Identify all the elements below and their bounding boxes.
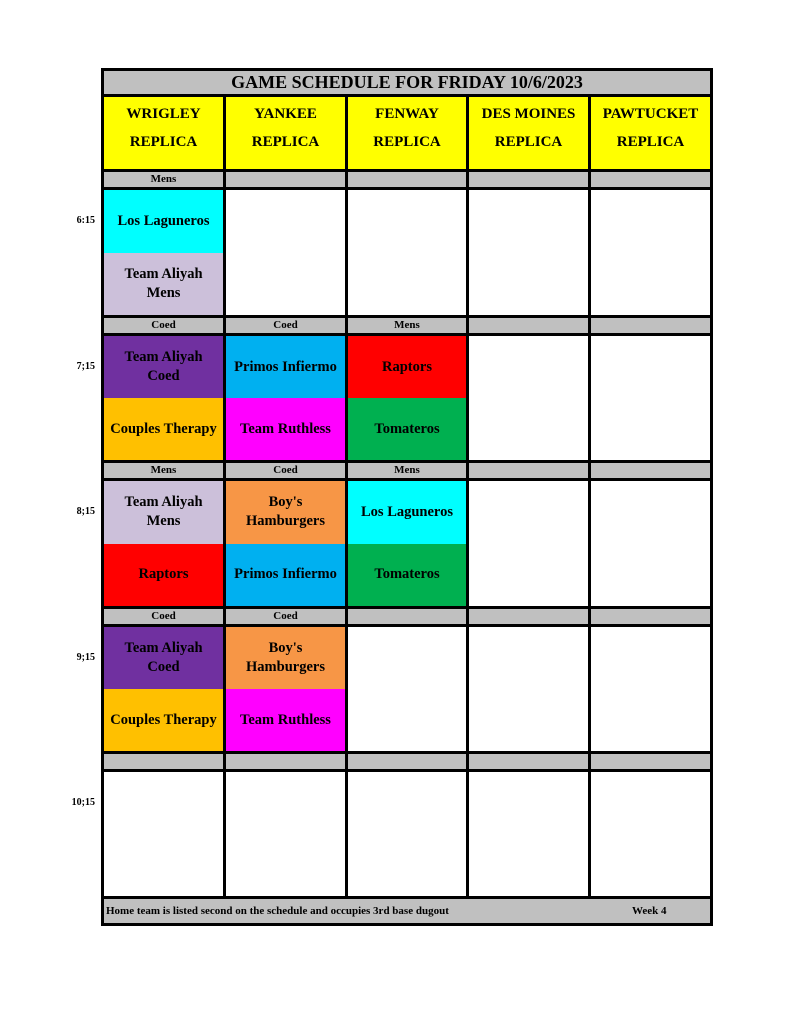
- time-label: 8;15: [76, 506, 95, 517]
- division-label: [591, 172, 710, 187]
- away-team: Team Aliyah Mens: [104, 481, 223, 544]
- field-subtitle: REPLICA: [129, 134, 198, 150]
- away-team: Primos Infiermo: [226, 336, 345, 398]
- field-subtitle: REPLICA: [251, 134, 320, 150]
- division-label: [348, 609, 466, 624]
- schedule-title: GAME SCHEDULE FOR FRIDAY 10/6/2023: [104, 71, 710, 94]
- empty-game-slot: [469, 190, 588, 315]
- game-slot: [104, 336, 223, 460]
- field-header-des-moines: [469, 97, 588, 169]
- away-team: Raptors: [348, 336, 466, 398]
- empty-game-slot: [348, 772, 466, 896]
- empty-game-slot: [469, 481, 588, 606]
- division-label: [104, 754, 223, 769]
- game-slot: [348, 336, 466, 460]
- field-header-fenway: [348, 97, 466, 169]
- away-team: Los Laguneros: [104, 190, 223, 253]
- empty-game-slot: [591, 336, 710, 460]
- home-team: Tomateros: [348, 544, 466, 607]
- empty-game-slot: [469, 336, 588, 460]
- division-label: Mens: [104, 463, 223, 478]
- time-label: 10;15: [71, 797, 95, 808]
- time-label: 6:15: [76, 215, 95, 226]
- game-slot: [348, 481, 466, 606]
- home-team: Team Ruthless: [226, 689, 345, 751]
- division-label: Mens: [104, 172, 223, 187]
- home-team: Raptors: [104, 544, 223, 607]
- game-slot: [226, 336, 345, 460]
- home-team: Primos Infiermo: [226, 544, 345, 607]
- division-label: Coed: [226, 609, 345, 624]
- division-label: [469, 609, 588, 624]
- empty-game-slot: [104, 772, 223, 896]
- division-label: [469, 754, 588, 769]
- home-team: Tomateros: [348, 398, 466, 460]
- empty-game-slot: [226, 772, 345, 896]
- division-label: Mens: [348, 318, 466, 333]
- schedule-table: [101, 68, 713, 926]
- time-label: 9;15: [76, 652, 95, 663]
- division-label: [591, 318, 710, 333]
- empty-game-slot: [226, 190, 345, 315]
- empty-game-slot: [469, 627, 588, 751]
- division-label: Coed: [104, 318, 223, 333]
- empty-game-slot: [348, 627, 466, 751]
- home-team: Team Aliyah Mens: [104, 253, 223, 316]
- field-name: WRIGLEY: [126, 106, 201, 122]
- away-team: Boy's Hamburgers: [226, 481, 345, 544]
- time-label: 7;15: [76, 361, 95, 372]
- division-label: Mens: [348, 463, 466, 478]
- game-slot: [226, 627, 345, 751]
- division-label: [348, 172, 466, 187]
- game-slot: [104, 627, 223, 751]
- empty-game-slot: [469, 772, 588, 896]
- division-label: Coed: [226, 318, 345, 333]
- field-name: YANKEE: [254, 106, 317, 122]
- field-header-pawtucket: [591, 97, 710, 169]
- division-label: [591, 754, 710, 769]
- field-header-wrigley: [104, 97, 223, 169]
- field-name: FENWAY: [375, 106, 439, 122]
- field-name: PAWTUCKET: [602, 106, 699, 122]
- division-label: [469, 463, 588, 478]
- game-slot: [104, 190, 223, 315]
- field-subtitle: REPLICA: [373, 134, 441, 150]
- division-label: [226, 754, 345, 769]
- empty-game-slot: [591, 627, 710, 751]
- away-team: Team Aliyah Coed: [104, 627, 223, 689]
- week-label: Week 4: [632, 905, 667, 917]
- footer-note: Home team is listed second on the schedule and occupies 3rd base dugout: [106, 905, 449, 917]
- home-team: Couples Therapy: [104, 398, 223, 460]
- empty-game-slot: [348, 190, 466, 315]
- home-team: Team Ruthless: [226, 398, 345, 460]
- field-subtitle: REPLICA: [616, 134, 685, 150]
- away-team: Team Aliyah Coed: [104, 336, 223, 398]
- away-team: Boy's Hamburgers: [226, 627, 345, 689]
- division-label: [591, 609, 710, 624]
- field-subtitle: REPLICA: [494, 134, 563, 150]
- division-label: [469, 318, 588, 333]
- away-team: Los Laguneros: [348, 481, 466, 544]
- field-name: DES MOINES: [481, 106, 576, 122]
- home-team: Couples Therapy: [104, 689, 223, 751]
- game-slot: [226, 481, 345, 606]
- schedule-footer: [104, 899, 710, 923]
- division-label: Coed: [226, 463, 345, 478]
- empty-game-slot: [591, 481, 710, 606]
- field-header-yankee: [226, 97, 345, 169]
- empty-game-slot: [591, 190, 710, 315]
- division-label: [226, 172, 345, 187]
- division-label: [469, 172, 588, 187]
- division-label: Coed: [104, 609, 223, 624]
- game-slot: [104, 481, 223, 606]
- division-label: [591, 463, 710, 478]
- empty-game-slot: [591, 772, 710, 896]
- division-label: [348, 754, 466, 769]
